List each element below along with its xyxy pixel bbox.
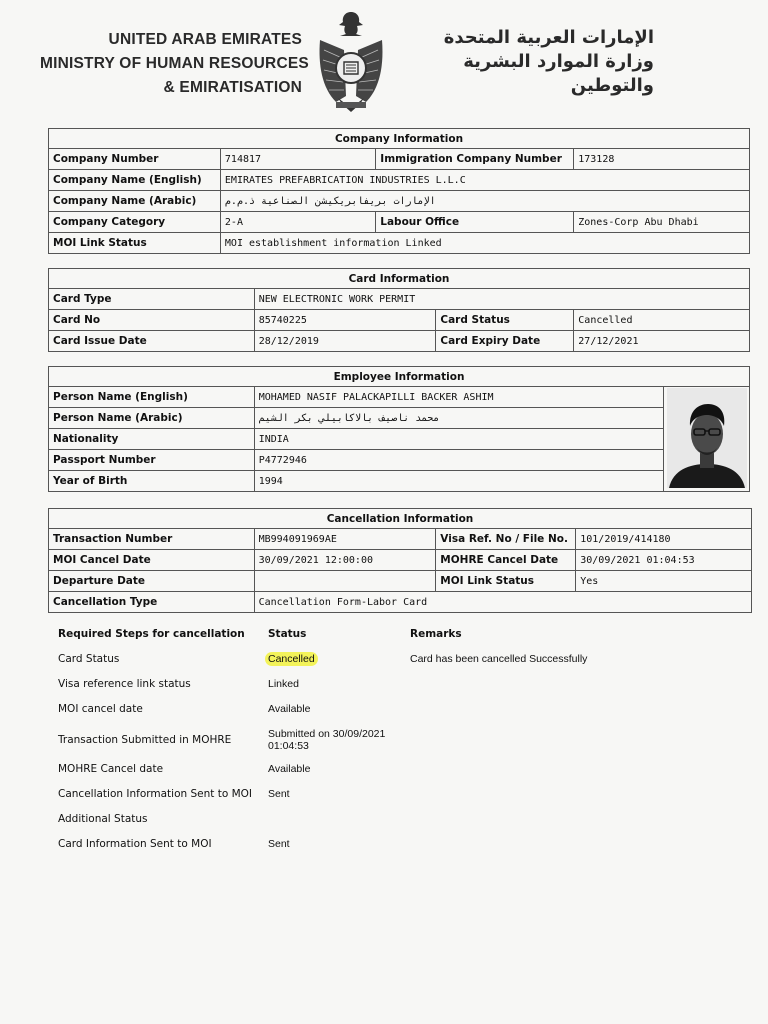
cancellation-info-title: Cancellation Information — [49, 509, 752, 529]
step-status: Sent — [268, 788, 290, 800]
step-label: Cancellation Information Sent to MOI — [58, 788, 253, 800]
step-label: Visa reference link status — [58, 678, 191, 690]
labour-office-value: Zones-Corp Abu Dhabi — [574, 212, 750, 233]
employee-info-title: Employee Information — [49, 367, 750, 387]
step-status: Sent — [268, 838, 290, 850]
step-label: Transaction Submitted in MOHRE — [58, 734, 232, 746]
card-info-table — [48, 268, 750, 352]
visa-ref-value: 101/2019/414180 — [576, 529, 752, 550]
company-info-table — [48, 128, 750, 254]
cancellation-info-table — [48, 508, 752, 613]
step-label: Card Status — [58, 653, 120, 665]
card-expiry-date-value: 27/12/2021 — [574, 331, 750, 352]
step-label: MOI cancel date — [58, 703, 143, 715]
transaction-number-value: MB994091969AE — [254, 529, 436, 550]
card-no-label: Card No — [49, 310, 255, 331]
immigration-number-value: 173128 — [574, 149, 750, 170]
transaction-number-label: Transaction Number — [49, 529, 255, 550]
employee-info-table — [48, 366, 750, 492]
steps-header-remarks: Remarks — [410, 628, 462, 640]
header-country-ar: الإمارات العربية المتحدة — [443, 27, 654, 48]
company-name-ar-value: الإمارات بريفابريكيشن الصناعية ذ.م.م — [220, 191, 749, 212]
company-category-value: 2-A — [220, 212, 375, 233]
company-number-value: 714817 — [220, 149, 375, 170]
header-country: UNITED ARAB EMIRATES — [108, 31, 302, 48]
passport-number-label: Passport Number — [49, 450, 255, 471]
year-of-birth-label: Year of Birth — [49, 471, 255, 492]
company-name-en-value: EMIRATES PREFABRICATION INDUSTRIES L.L.C — [220, 170, 749, 191]
company-name-ar-label: Company Name (Arabic) — [49, 191, 221, 212]
step-status — [268, 653, 388, 665]
cancellation-type-label: Cancellation Type — [49, 592, 255, 613]
mohre-cancel-date-value: 30/09/2021 01:04:53 — [576, 550, 752, 571]
person-name-ar-value: محمد ناصيف بالاكابيلي بكر الشيم — [254, 408, 663, 429]
card-status-label: Card Status — [436, 310, 574, 331]
step-label: Card Information Sent to MOI — [58, 838, 212, 850]
cancel-moi-link-value: Yes — [576, 571, 752, 592]
immigration-number-label: Immigration Company Number — [376, 149, 574, 170]
cancellation-steps — [58, 628, 618, 863]
step-status: Available — [268, 763, 311, 775]
header-ministry: MINISTRY OF HUMAN RESOURCES — [40, 55, 309, 72]
year-of-birth-value: 1994 — [254, 471, 663, 492]
step-remarks: Card has been cancelled Successfully — [410, 653, 588, 665]
header-english — [40, 28, 309, 100]
nationality-value: INDIA — [254, 429, 663, 450]
highlighted-status: Cancelled — [265, 652, 318, 666]
person-name-en-label: Person Name (English) — [49, 387, 255, 408]
visa-ref-label: Visa Ref. No / File No. — [436, 529, 576, 550]
step-status: Submitted on 30/09/2021 01:04:53 — [268, 728, 386, 752]
card-issue-date-value: 28/12/2019 — [254, 331, 436, 352]
person-name-en-value: MOHAMED NASIF PALACKAPILLI BACKER ASHIM — [254, 387, 663, 408]
card-expiry-date-label: Card Expiry Date — [436, 331, 574, 352]
employee-photo-portrait — [667, 388, 747, 488]
employee-photo — [664, 387, 750, 492]
company-info-title: Company Information — [49, 129, 750, 149]
step-status: Linked — [268, 678, 299, 690]
card-status-value: Cancelled — [574, 310, 750, 331]
card-type-label: Card Type — [49, 289, 255, 310]
steps-header-status: Status — [268, 628, 307, 640]
header-arabic — [398, 26, 654, 98]
card-no-value: 85740225 — [254, 310, 436, 331]
nationality-label: Nationality — [49, 429, 255, 450]
departure-date-label: Departure Date — [49, 571, 255, 592]
card-info-title: Card Information — [49, 269, 750, 289]
header-ministry-ar: وزارة الموارد البشرية — [463, 51, 654, 72]
company-number-label: Company Number — [49, 149, 221, 170]
departure-date-value — [254, 571, 436, 592]
mohre-cancel-date-label: MOHRE Cancel Date — [436, 550, 576, 571]
card-issue-date-label: Card Issue Date — [49, 331, 255, 352]
person-name-ar-label: Person Name (Arabic) — [49, 408, 255, 429]
steps-header-step: Required Steps for cancellation — [58, 628, 245, 640]
header-emiratisation-ar: والتوطين — [570, 75, 654, 96]
company-name-en-label: Company Name (English) — [49, 170, 221, 191]
step-label: MOHRE Cancel date — [58, 763, 164, 775]
cancellation-type-value: Cancellation Form-Labor Card — [254, 592, 751, 613]
cancel-moi-link-label: MOI Link Status — [436, 571, 576, 592]
card-type-value: NEW ELECTRONIC WORK PERMIT — [254, 289, 749, 310]
uae-falcon-emblem-icon — [316, 10, 386, 114]
company-moi-link-value: MOI establishment information Linked — [220, 233, 749, 254]
moi-cancel-date-label: MOI Cancel Date — [49, 550, 255, 571]
step-status: Available — [268, 703, 311, 715]
company-category-label: Company Category — [49, 212, 221, 233]
moi-cancel-date-value: 30/09/2021 12:00:00 — [254, 550, 436, 571]
company-moi-link-label: MOI Link Status — [49, 233, 221, 254]
step-label: Additional Status — [58, 813, 148, 825]
header-emiratisation: & EMIRATISATION — [163, 79, 302, 96]
passport-number-value: P4772946 — [254, 450, 663, 471]
labour-office-label: Labour Office — [376, 212, 574, 233]
